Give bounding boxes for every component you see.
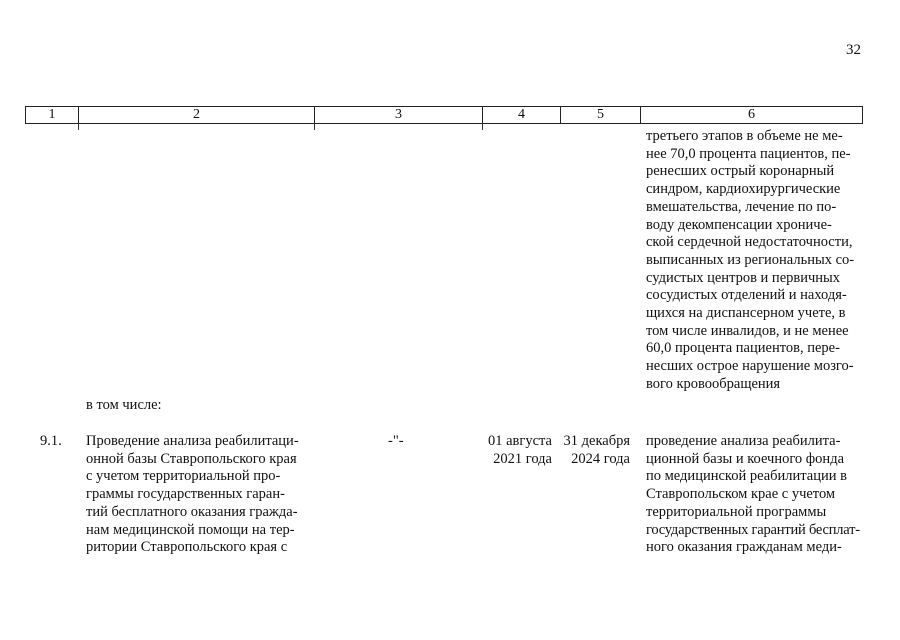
result-continuation <box>646 128 860 394</box>
column-number-5: 5 <box>597 107 604 122</box>
text-line: 60,0 процента пациентов, пере- <box>646 340 840 357</box>
text-line: территориальной программы <box>646 503 827 520</box>
text-line: несших острое нарушение мозго- <box>646 358 854 375</box>
row-number: 9.1. <box>40 433 62 449</box>
text-line: вмешательства, лечение по по- <box>646 198 837 215</box>
column-number-3: 3 <box>395 107 402 122</box>
text-line: вого кровообращения <box>646 375 781 392</box>
text-line: 01 августа <box>488 433 552 449</box>
text-line: судистых центров и первичных <box>646 269 841 286</box>
text-line: нее 70,0 процента пациентов, пе- <box>646 145 851 162</box>
text-line: сосудистых отделений и находя- <box>646 287 847 304</box>
text-line: 2024 года <box>571 450 630 467</box>
column-tick <box>314 124 315 130</box>
text-line: онной базы Ставропольского края <box>86 450 297 467</box>
column-number-header <box>25 106 863 124</box>
column-number-6: 6 <box>748 107 755 122</box>
text-line: выписанных из региональных со- <box>646 251 855 268</box>
text-line: воду декомпенсации хрониче- <box>646 216 832 233</box>
text-line: Проведение анализа реабилитаци- <box>86 433 299 449</box>
text-line: щихся на диспансерном учете, в <box>646 305 846 322</box>
page-number: 32 <box>846 42 861 58</box>
text-line: нам медицинской помощи на тер- <box>86 521 295 538</box>
column-tick <box>482 124 483 130</box>
column-number-1: 1 <box>48 107 56 122</box>
row-start-date <box>484 433 552 468</box>
row-end-date <box>562 433 630 468</box>
text-line: тий бесплатного оказания гражда- <box>86 503 298 520</box>
text-line: ного оказания гражданам меди- <box>646 539 842 556</box>
text-line: государственных гарантий бесплат- <box>646 521 860 538</box>
text-line: ционной базы и коечного фонда <box>646 450 845 467</box>
text-line: граммы государственных гаран- <box>86 486 285 503</box>
text-line: 2021 года <box>493 450 552 467</box>
text-line: ритории Ставропольского края с <box>86 539 288 556</box>
row-description <box>86 433 308 557</box>
text-line: синдром, кардиохирургические <box>646 181 841 198</box>
text-line: ренесших острый коронарный <box>646 163 835 180</box>
text-line: по медицинской реабилитации в <box>646 468 847 485</box>
text-line: с учетом территориальной про- <box>86 468 281 485</box>
row-result <box>646 433 860 557</box>
column-tick <box>78 124 79 130</box>
row-responsible: -"- <box>388 433 404 449</box>
text-line: проведение анализа реабилита- <box>646 433 841 449</box>
column-number-2: 2 <box>193 107 200 122</box>
text-line: третьего этапов в объеме не ме- <box>646 128 843 144</box>
text-line: том числе инвалидов, и не менее <box>646 322 849 339</box>
text-line: ской сердечной недостаточности, <box>646 234 853 251</box>
subheading: в том числе: <box>86 397 162 413</box>
column-number-4: 4 <box>518 107 525 122</box>
text-line: 31 декабря <box>563 433 630 449</box>
text-line: Ставропольском крае с учетом <box>646 486 836 503</box>
